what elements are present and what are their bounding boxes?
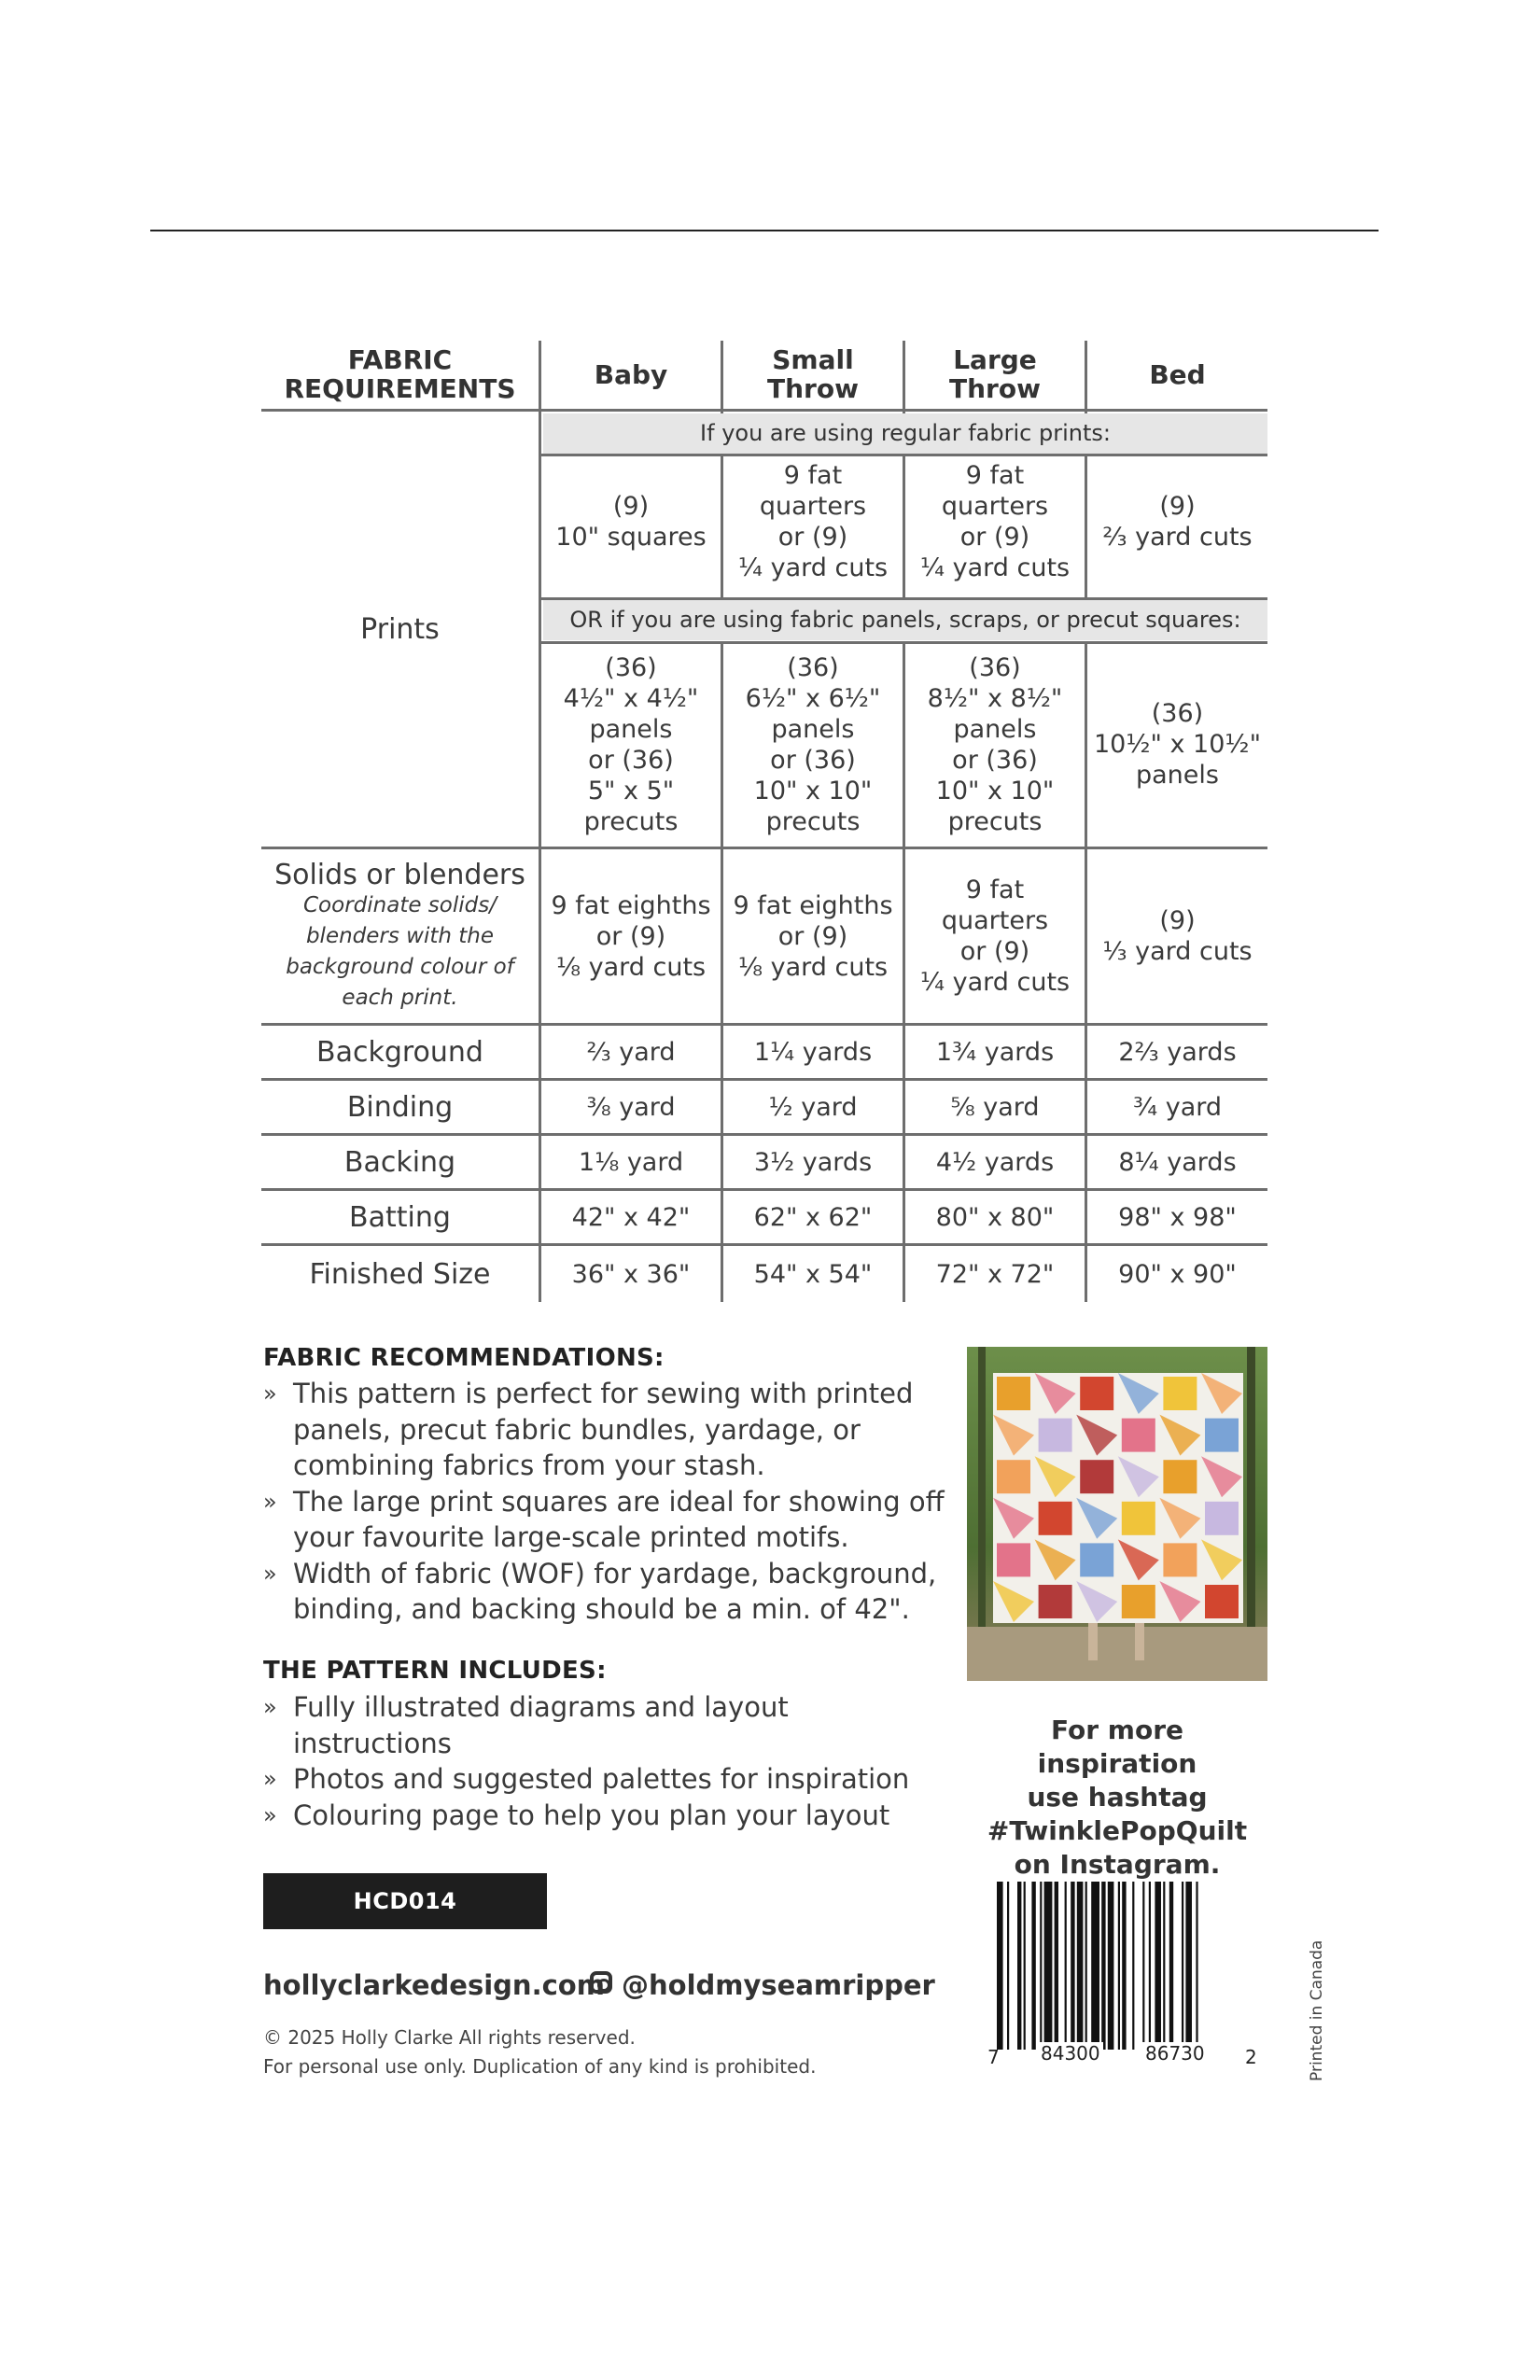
- barcode-bar: [1163, 1882, 1165, 2050]
- prints-panels-baby: (36) 4½" x 4½" panels or (36) 5" x 5" precuts: [563, 652, 699, 836]
- barcode-bar: [1196, 1882, 1197, 2050]
- table-column-rule: [721, 454, 723, 600]
- barcode-bar: [1044, 1882, 1053, 2050]
- column-header-baby: Baby: [594, 358, 668, 390]
- quilt-block: [1080, 1543, 1113, 1576]
- background-bed: 2⅔ yards: [1118, 1037, 1237, 1067]
- table-column-rule: [1085, 341, 1087, 413]
- copyright-notice: [263, 2023, 816, 2081]
- batting-bed: 98" x 98": [1118, 1202, 1237, 1232]
- quilt-block: [1205, 1502, 1239, 1535]
- barcode-bar: [1085, 1882, 1087, 2050]
- barcode-bar: [1182, 1882, 1183, 2050]
- table-rule: [261, 1243, 1267, 1246]
- quilt-block: [1163, 1377, 1197, 1410]
- quilt-block: [1039, 1502, 1072, 1535]
- quilt-block: [997, 1543, 1030, 1576]
- product-code-badge: HCD014: [263, 1873, 547, 1929]
- background-small-throw: 1¼ yards: [753, 1037, 873, 1067]
- list-item: » The large print squares are ideal for showing off your favourite large-scale printed motifs.: [263, 1485, 945, 1553]
- table-rule: [261, 1023, 1267, 1026]
- barcode-digits-right: 86730: [1142, 2042, 1208, 2065]
- table-column-rule: [539, 341, 541, 1302]
- binding-large-throw: ⅝ yard: [950, 1092, 1040, 1122]
- regular-prints-band: If you are using regular fabric prints:: [543, 413, 1267, 454]
- prints-regular-baby: (9) 10" squares: [555, 492, 707, 552]
- table-column-rule: [721, 341, 723, 413]
- quilt-block: [1122, 1502, 1155, 1535]
- quilt-photo: [967, 1347, 1267, 1681]
- table-rule: [261, 409, 1267, 412]
- row-label-finished-size: Finished Size: [309, 1257, 491, 1291]
- list-item: » Width of fabric (WOF) for yardage, background, binding, and backing should be a min. of 42".: [263, 1557, 937, 1625]
- barcode-digits-left: 84300: [1038, 2042, 1103, 2065]
- fabric-requirements-table: [261, 341, 1267, 1302]
- binding-baby: ⅜ yard: [586, 1092, 676, 1122]
- table-column-rule: [1085, 454, 1087, 600]
- instagram-handle[interactable]: @holdmyseamripper: [622, 1969, 935, 2001]
- barcode-bar: [1077, 1882, 1084, 2050]
- backing-large-throw: 4½ yards: [935, 1147, 1055, 1177]
- finished-size-small-throw: 54" x 54": [753, 1259, 873, 1289]
- table-column-rule: [903, 454, 905, 600]
- barcode-bar: [1185, 1882, 1192, 2050]
- quilt-block: [1205, 1419, 1239, 1452]
- barcode-bar: [1091, 1882, 1099, 2050]
- barcode: [987, 1882, 1258, 2068]
- column-header-small-throw: Small Throw: [767, 344, 859, 404]
- barcode-bar: [1122, 1882, 1126, 2050]
- disclaimer-line: For personal use only. Duplication of any kind is prohibited.: [263, 2055, 817, 2078]
- backing-bed: 8¼ yards: [1118, 1147, 1237, 1177]
- barcode-bar: [1024, 1882, 1026, 2050]
- quilt-block: [1039, 1585, 1072, 1618]
- column-header-bed: Bed: [1149, 358, 1206, 390]
- barcode-bar: [1071, 1882, 1074, 2050]
- backing-baby: 1⅛ yard: [578, 1147, 684, 1177]
- row-label-binding: Binding: [346, 1090, 454, 1124]
- quilt-block: [997, 1377, 1030, 1410]
- barcode-bar: [1065, 1882, 1067, 2050]
- prints-regular-bed: (9) ⅔ yard cuts: [1102, 492, 1253, 552]
- barcode-digits: [987, 2042, 1258, 2070]
- fabric-recommendations-title: FABRIC RECOMMENDATIONS:: [263, 1344, 665, 1372]
- solids-bed: (9) ⅓ yard cuts: [1102, 906, 1253, 966]
- batting-large-throw: 80" x 80": [935, 1202, 1055, 1232]
- pattern-includes-list: [263, 1689, 954, 1833]
- barcode-bar: [1108, 1882, 1114, 2050]
- row-label-background: Background: [316, 1035, 483, 1069]
- instagram-icon: [590, 1971, 612, 1994]
- prints-panels-small-throw: (36) 6½" x 6½" panels or (36) 10" x 10" precuts: [745, 652, 881, 836]
- barcode-bar: [1142, 1882, 1144, 2050]
- barcode-bar: [1132, 1882, 1134, 2050]
- inspiration-text: [967, 1714, 1267, 1882]
- finished-size-bed: 90" x 90": [1118, 1259, 1237, 1289]
- barcode-bar: [1149, 1882, 1151, 2050]
- barcode-bar: [1118, 1882, 1120, 2050]
- barcode-bar: [1031, 1882, 1035, 2050]
- column-header-large-throw: Large Throw: [949, 344, 1041, 404]
- table-header-label: FABRIC REQUIREMENTS: [284, 344, 516, 404]
- quilt-block: [997, 1460, 1030, 1493]
- binding-bed: ¾ yard: [1132, 1092, 1223, 1122]
- barcode-bar: [997, 1882, 1003, 2050]
- barcode-bar: [1101, 1882, 1105, 2050]
- background-baby: ⅔ yard: [586, 1037, 676, 1067]
- website-link[interactable]: hollyclarkedesign.com: [263, 1969, 605, 2001]
- solids-note: Coordinate solids/ blenders with the background colour of each print.: [286, 892, 514, 1010]
- barcode-bar: [1017, 1882, 1021, 2050]
- table-rule: [261, 1133, 1267, 1136]
- quilt-block: [1122, 1585, 1155, 1618]
- printed-in-note: [1304, 1923, 1332, 2081]
- top-divider: [150, 230, 1379, 231]
- prints-panels-bed: (36) 10½" x 10½" panels: [1093, 699, 1262, 790]
- table-column-rule: [1085, 641, 1087, 1302]
- row-label-solids: Solids or blenders Coordinate solids/ blenders with the background colour of each print.: [261, 849, 539, 1023]
- finished-size-large-throw: 72" x 72": [935, 1259, 1055, 1289]
- quilt-block: [1205, 1585, 1239, 1618]
- binding-small-throw: ½ yard: [768, 1092, 858, 1122]
- barcode-bar: [1040, 1882, 1042, 2050]
- row-label-batting: Batting: [349, 1200, 451, 1234]
- fabric-recommendations-list: [263, 1376, 954, 1628]
- table-column-rule: [721, 641, 723, 1302]
- background-large-throw: 1¾ yards: [935, 1037, 1055, 1067]
- copyright-line: © 2025 Holly Clarke All rights reserved.: [263, 2026, 636, 2049]
- row-label-backing: Backing: [343, 1145, 456, 1179]
- prints-regular-small-throw: 9 fat quarters or (9) ¼ yard cuts: [737, 461, 889, 582]
- panel-prints-band: OR if you are using fabric panels, scraps, or precut squares:: [543, 600, 1267, 640]
- quilt-block: [1122, 1419, 1155, 1452]
- inspiration-copy: For more inspiration use hashtag #TwinklePopQuilt on Instagram.: [987, 1715, 1248, 1880]
- table-rule: [261, 1188, 1267, 1191]
- list-item: » Colouring page to help you plan your layout: [263, 1799, 890, 1831]
- barcode-bar: [1055, 1882, 1058, 2050]
- barcode-image: [987, 1882, 1258, 2050]
- quilt-block: [1163, 1460, 1197, 1493]
- solids-baby: 9 fat eighths or (9) ⅛ yard cuts: [551, 890, 711, 982]
- quilt-block: [1039, 1419, 1072, 1452]
- quilt-block: [1163, 1543, 1197, 1576]
- pattern-includes-title: THE PATTERN INCLUDES:: [263, 1657, 607, 1685]
- barcode-digit-first: 7: [987, 2046, 1000, 2068]
- batting-small-throw: 62" x 62": [753, 1202, 873, 1232]
- quilt-block: [1080, 1460, 1113, 1493]
- row-label-prints: Prints: [360, 612, 440, 646]
- printed-in-text: Printed in Canada: [1308, 1939, 1326, 2081]
- table-rule: [261, 847, 1267, 849]
- table-rule: [261, 1078, 1267, 1081]
- quilt-photo-image: [967, 1347, 1267, 1681]
- solids-small-throw: 9 fat eighths or (9) ⅛ yard cuts: [733, 890, 893, 982]
- prints-regular-large-throw: 9 fat quarters or (9) ¼ yard cuts: [919, 461, 1071, 582]
- list-item: » This pattern is perfect for sewing with printed panels, precut fabric bundles, yardage, or combining fabrics from your stash.: [263, 1378, 914, 1481]
- table-column-rule: [903, 641, 905, 1302]
- table-column-rule: [903, 341, 905, 413]
- list-item: » Fully illustrated diagrams and layout instructions: [263, 1691, 789, 1759]
- quilt-block: [1080, 1377, 1113, 1410]
- list-item: » Photos and suggested palettes for inspiration: [263, 1763, 910, 1795]
- solids-large-throw: 9 fat quarters or (9) ¼ yard cuts: [919, 875, 1071, 997]
- barcode-bar: [1155, 1882, 1161, 2050]
- barcode-digit-last: 2: [1245, 2046, 1257, 2068]
- batting-baby: 42" x 42": [571, 1202, 691, 1232]
- barcode-bar: [1169, 1882, 1173, 2050]
- finished-size-baby: 36" x 36": [571, 1259, 691, 1289]
- backing-small-throw: 3½ yards: [753, 1147, 873, 1177]
- barcode-bar: [1007, 1882, 1009, 2050]
- prints-panels-large-throw: (36) 8½" x 8½" panels or (36) 10" x 10" precuts: [927, 652, 1063, 836]
